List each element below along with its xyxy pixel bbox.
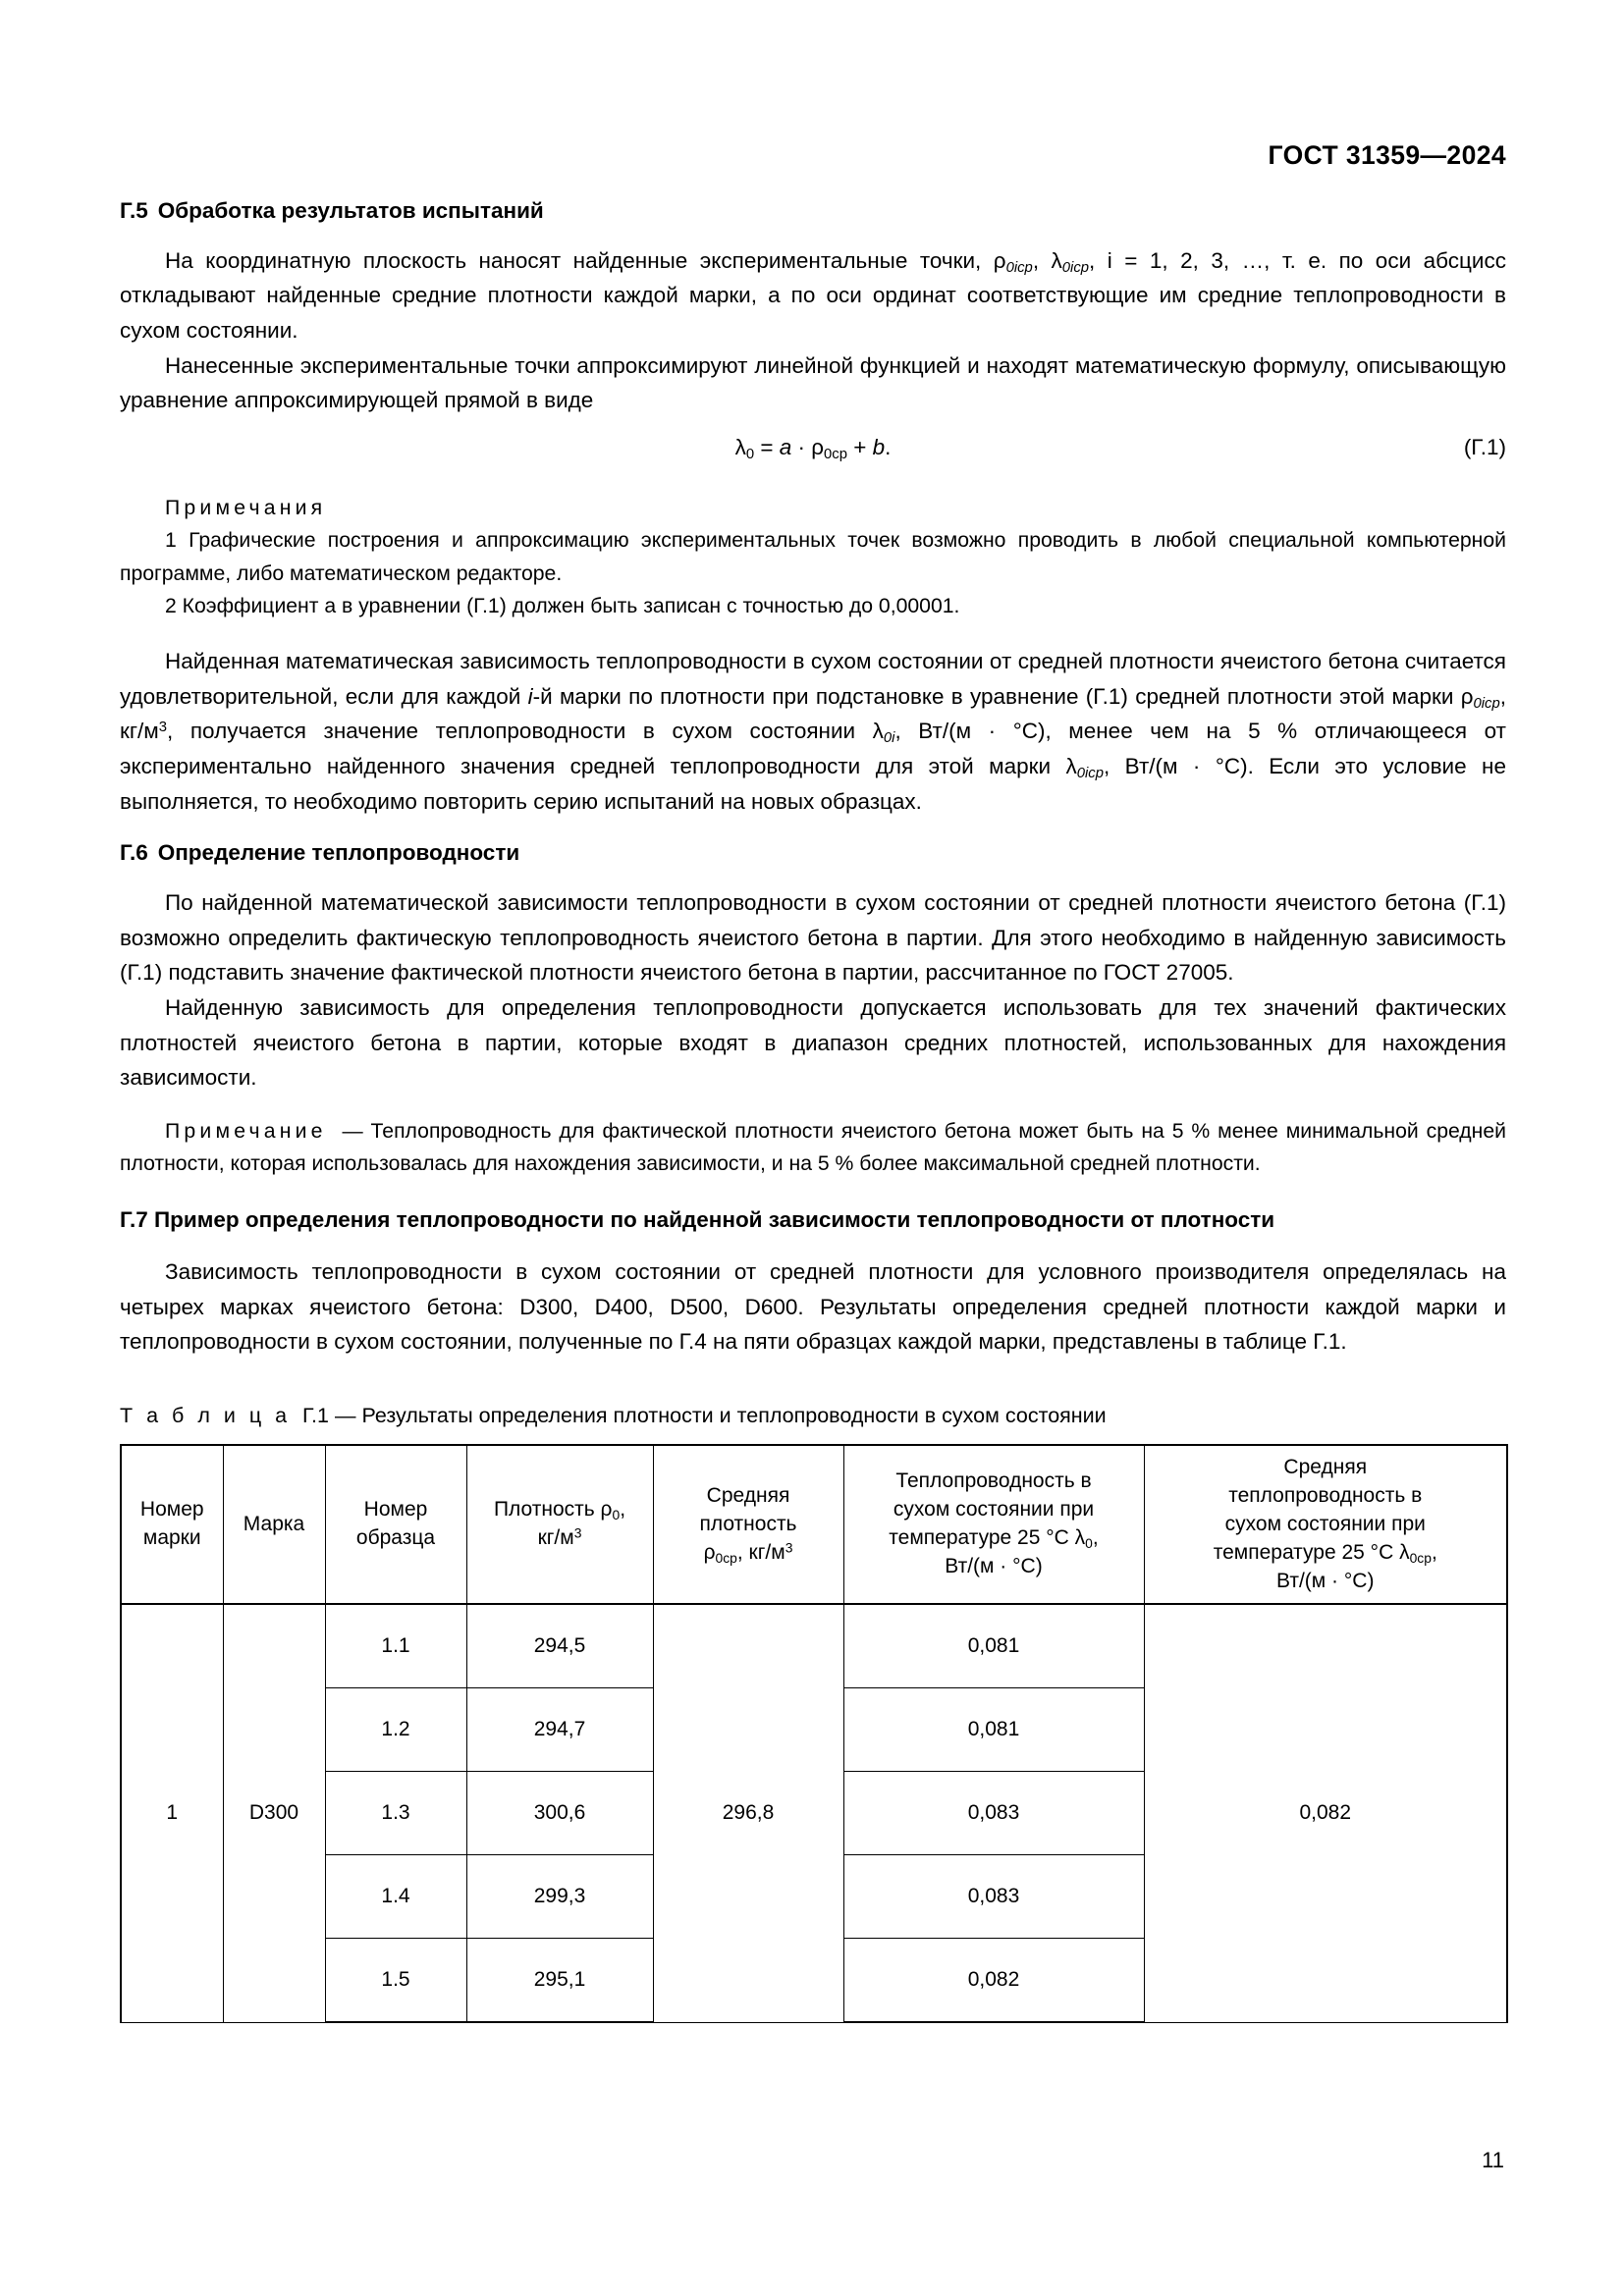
th-mean-conductivity-subscript: 0ср: [1409, 1549, 1432, 1566]
th-conductivity-unit: Вт/(м · °С): [945, 1555, 1043, 1578]
running-header-standard-number: ГОСТ 31359—2024: [1268, 140, 1506, 170]
paragraph-g5-1-subscript-lambda: 0iср: [1061, 259, 1090, 276]
cell-conductivity: 0,081: [843, 1604, 1144, 1688]
cell-density: 300,6: [466, 1772, 653, 1855]
th-mean-density-subscript: 0ср: [715, 1549, 737, 1566]
th-mean-conductivity-line3: сухом состоянии при: [1224, 1512, 1426, 1535]
th-sample-number-label: Номер образца: [355, 1498, 436, 1550]
cell-density: 294,7: [466, 1688, 653, 1772]
cell-sample: 1.2: [325, 1688, 466, 1772]
table-g1: [120, 1444, 1508, 2023]
th-density: Плотность $\rho_0$, $кг/м^3$: [466, 1445, 653, 1604]
notes-title-g5: Примечания: [165, 496, 327, 519]
th-conductivity-line3: температуре 25 °С λ: [889, 1526, 1086, 1550]
table-g1-caption: [120, 1401, 1506, 1430]
th-sample-number: [325, 1445, 466, 1604]
heading-g5-title: Обработка результатов испытаний: [157, 198, 544, 223]
paragraph-g5-1-part-a: На координатную плоскость наносят найденные экспериментальные точки, ρ: [165, 247, 1006, 273]
th-density-subscript: 0: [612, 1507, 621, 1523]
heading-g7: [120, 1202, 1506, 1238]
cell-mark-number: 1: [121, 1604, 223, 2022]
cell-density: 294,5: [466, 1604, 653, 1688]
formula-g1-row: [120, 435, 1506, 478]
cell-density: 299,3: [466, 1855, 653, 1939]
paragraph-g5-1: [120, 243, 1506, 348]
note-g6-text: Теплопроводность для фактической плотности ячеистого бетона может быть на 5 % менее минимальной средней плотности, которая использовалась для нахождения зависимости, и на 5 % более максимальной средней плотности.: [120, 1120, 1506, 1176]
th-mean-density-symbol: ρ: [703, 1540, 716, 1564]
heading-g5: [120, 196, 1506, 226]
th-mean-density-unit: , кг/м: [736, 1540, 785, 1564]
th-mean-density-line1: Средняя: [706, 1483, 790, 1507]
table-g1-caption-text: Результаты определения плотности и теплопроводности в сухом состоянии: [361, 1404, 1107, 1428]
note-g6: [120, 1115, 1506, 1181]
paragraph-g7-1: Зависимость теплопроводности в сухом состоянии от средней плотности для условного производителя определялась на четырех марках ячеистого бетона: D300, D400, D500, D600. Результаты определения средней плотности каждой марки и теплопроводности в сухом состоянии, полученные по Г.4 на пяти образцах каждой марки, представлены в таблице Г.1.: [120, 1259, 1506, 1355]
note-g6-title: Примечание: [165, 1120, 327, 1143]
heading-g7-title: Пример определения теплопроводности по найденной зависимости теплопроводности от плотности: [153, 1206, 1275, 1232]
paragraph-g5-1-subscript-rho: 0iср: [1005, 259, 1033, 276]
th-conductivity: Теплопроводность в сухом состоянии при температуре 25 °С $\lambda_0$, Вт/(м · °С): [843, 1445, 1144, 1604]
table-g1-caption-number: Г.1: [302, 1404, 329, 1428]
cell-conductivity: 0,083: [843, 1855, 1144, 1939]
cell-mean-density: 296,8: [653, 1604, 843, 2022]
th-mean-conductivity-line1: Средняя: [1283, 1455, 1368, 1478]
cell-conductivity: 0,082: [843, 1939, 1144, 2023]
th-mark-number: [121, 1445, 223, 1604]
th-mean-density-line2: плотность: [699, 1512, 797, 1535]
th-conductivity-line2: сухом состоянии при: [893, 1498, 1095, 1522]
table-header-row: [121, 1445, 1507, 1604]
note-g5-2: 2 Коэффициент a в уравнении (Г.1) должен быть записан с точностью до 0,00001.: [165, 594, 960, 617]
heading-g7-number: Г.7: [120, 1206, 148, 1232]
th-mean-density-unit-exponent: 3: [785, 1539, 793, 1556]
page-content: [120, 0, 1506, 2023]
formula-g1: $\lambda_0 = a \cdot \rho_{0ср} + b$.: [734, 434, 892, 463]
paragraph-g5-1-part-c: , i = 1, 2, 3, …, т. е. по оси абсцисс откладывают найденные средние плотности каждой марки, а по оси ординат соответствующие им средние теплопроводности в сухом состоянии.: [120, 247, 1506, 343]
cell-density: 295,1: [466, 1939, 653, 2023]
note-g5-1: 1 Графические построения и аппроксимацию экспериментальных точек возможно проводить в любой специальной компьютерной программе, либо математическом редакторе.: [120, 529, 1506, 585]
heading-g5-number: Г.5: [120, 198, 148, 223]
th-density-label: Плотность ρ: [493, 1498, 613, 1522]
paragraph-g6-2: Найденную зависимость для определения теплопроводности допускается использовать для тех значений фактических плотностей ячеистого бетона в партии, которые входят в диапазон средних плотностей, использованных для нахождения зависимости.: [120, 995, 1506, 1091]
paragraph-g5-2: Нанесенные экспериментальные точки аппроксимируют линейной функцией и находят математическую формулу, описывающую уравнение аппроксимирующей прямой в виде: [120, 352, 1506, 413]
cell-sample: 1.4: [325, 1855, 466, 1939]
page-number: 11: [1482, 2148, 1504, 2172]
paragraph-g5-3: Найденная математическая зависимость теплопроводности в сухом состоянии от средней плотности ячеистого бетона считается удовлетворительной, если для каждой i-й марки по плотности при подстановке в уравнение (Г.1) средней плотности этой марки $\rho_{0iср}$, $кг/м^3$, получается значение теплопроводности в сухом состоянии $\lambda_{0i}$, Вт/(м · °С), менее чем на 5 % отличающееся от экспериментально найденного значения средней теплопроводности для этой марки $\lambda_{0iср}$, Вт/(м · °С). Если это условие не выполняется, то необходимо повторить серию испытаний на новых образцах.: [120, 649, 1506, 814]
th-mean-conductivity-line2: теплопроводность в: [1228, 1483, 1423, 1507]
cell-sample: 1.5: [325, 1939, 466, 2023]
th-density-unit: кг/м: [537, 1526, 574, 1550]
th-mean-density: [653, 1445, 843, 1604]
heading-g6-title: Определение теплопроводности: [157, 840, 520, 866]
cell-conductivity: 0,081: [843, 1688, 1144, 1772]
table-g1-caption-dash: —: [334, 1404, 356, 1428]
th-mean-conductivity-unit: Вт/(м · °С): [1276, 1569, 1375, 1592]
cell-sample: 1.1: [325, 1604, 466, 1688]
formula-g1-number: (Г.1): [1463, 434, 1506, 459]
th-grade: [223, 1445, 325, 1604]
cell-grade: D300: [223, 1604, 325, 2022]
cell-conductivity: 0,083: [843, 1772, 1144, 1855]
th-density-unit-exponent: 3: [573, 1524, 582, 1541]
th-grade-label: Марка: [243, 1512, 305, 1535]
th-mean-conductivity-line4: температуре 25 °С λ: [1213, 1540, 1410, 1564]
th-mean-conductivity: Средняя теплопроводность в сухом состоянии при температуре 25 °С $\lambda_{0ср}$, Вт/(м · °С): [1144, 1445, 1507, 1604]
table-g1-caption-label: Т а б л и ц а: [120, 1404, 292, 1428]
th-mark-number-label: Номер марки: [139, 1498, 204, 1550]
cell-sample: 1.3: [325, 1772, 466, 1855]
heading-g6: [120, 838, 1506, 868]
note-g6-dash: —: [342, 1120, 363, 1143]
paragraph-g6-1: По найденной математической зависимости теплопроводности в сухом состоянии от средней плотности ячеистого бетона (Г.1) возможно определить фактическую теплопроводность ячеистого бетона в партии. Для этого необходимо в найденную зависимость (Г.1) подставить значение фактической плотности ячеистого бетона в партии, рассчитанное по ГОСТ 27005.: [120, 890, 1506, 986]
cell-mean-conductivity: 0,082: [1144, 1604, 1507, 2022]
heading-g6-number: Г.6: [120, 840, 148, 866]
th-conductivity-line1: Теплопроводность в: [895, 1469, 1092, 1493]
table-row: [121, 1604, 1507, 1688]
th-conductivity-subscript: 0: [1085, 1535, 1093, 1552]
paragraph-g5-1-part-b: , λ: [1032, 247, 1062, 273]
